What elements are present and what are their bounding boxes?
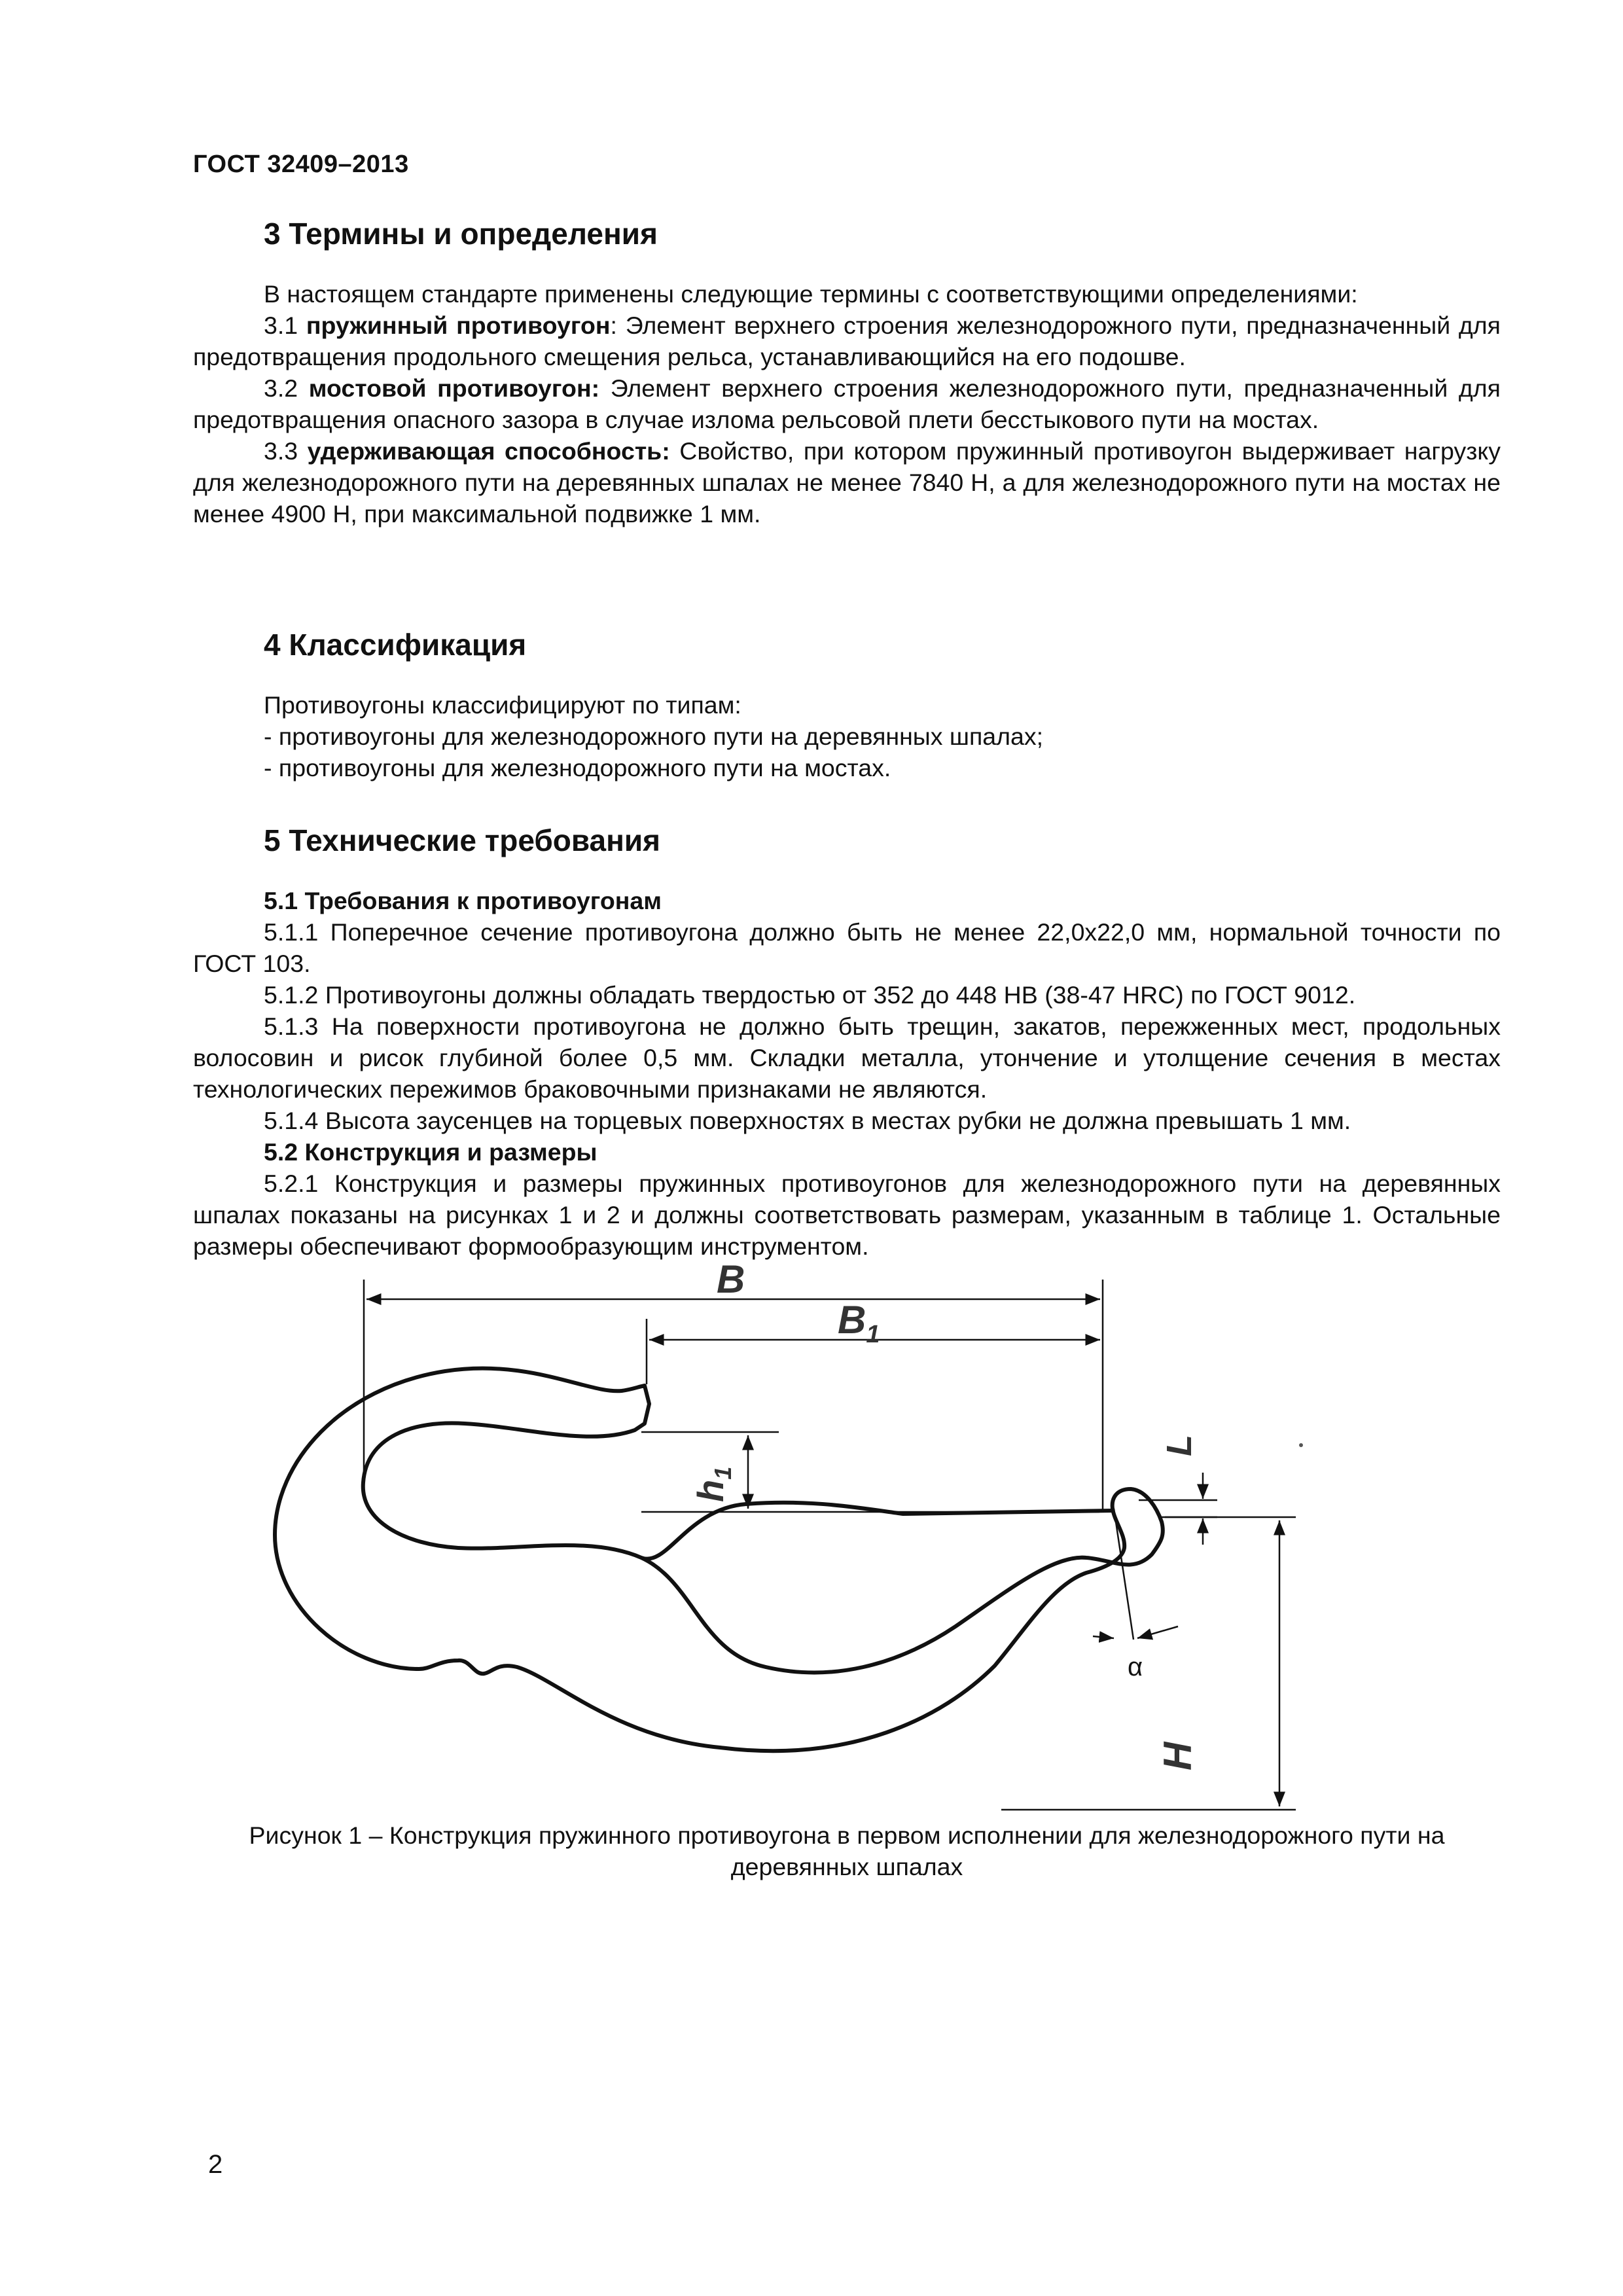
term-3-3: [193, 435, 1501, 529]
dimension-h1-label: [690, 1467, 736, 1502]
figure-1-caption: Рисунок 1 – Конструкция пружинного противоугона в первом исполнении для железнодорожного пути на деревянных шпалах: [249, 1821, 1445, 1880]
section-3-title: 3 Термины и определения: [264, 217, 658, 251]
angle-alpha-label: α: [1128, 1653, 1143, 1681]
section-3: [193, 216, 1501, 529]
section-5-title: 5 Технические требования: [264, 823, 660, 857]
anti-creeper-drawing: [249, 1260, 1361, 1816]
term-3-3-number: 3.3: [264, 437, 308, 465]
anti-creeper-inner-edge: [641, 1503, 1113, 1559]
term-3-3-definition: Свойство, при котором пружинный противоугон выдерживает нагрузку для железнодорожного пути на деревянных шпалах не менее 7840 Н, а для железнодорожного пути на мостах не менее 4900 Н, при максимальной подвижке 1 мм.: [193, 437, 1501, 528]
term-3-1-definition: : Элемент верхнего строения железнодорожного пути, предназначенный для предотвращения продольного смещения рельса, устанавливающийся на его подошве.: [193, 312, 1501, 371]
alpha-arrow-right: [1137, 1626, 1178, 1638]
paragraph-5-1-1: 5.1.1 Поперечное сечение противоугона должно быть не менее 22,0х22,0 мм, нормальной точности по ГОСТ 103.: [193, 918, 1501, 978]
alpha-edge-line: [1114, 1509, 1133, 1640]
term-3-2: [193, 372, 1501, 435]
term-3-2-number: 3.2: [264, 374, 309, 403]
term-3-2-term: мостовой противоугон:: [308, 374, 600, 403]
subsection-5-2-title: 5.2 Конструкция и размеры: [264, 1138, 597, 1166]
dimension-h1-subscript: 1: [709, 1466, 736, 1480]
paragraph-5-1-4: 5.1.4 Высота заусенцев на торцевых поверхностях в местах рубки не должна превышать 1 мм.: [264, 1107, 1351, 1135]
figure-1-drawing: [249, 1260, 1361, 1816]
term-3-3-term: удерживающая способность:: [307, 437, 670, 465]
dimension-h1-letter: h: [690, 1479, 731, 1502]
standard-header: ГОСТ 32409–2013: [193, 151, 409, 178]
classification-item: - противоугоны для железнодорожного пути на мостах.: [264, 754, 891, 782]
term-3-1: [193, 310, 1501, 372]
dimension-l-label: L: [1160, 1435, 1199, 1456]
term-3-2-definition: Элемент верхнего строения железнодорожного пути, предназначенный для предотвращения опасного зазора в случае излома рельсовой плети бесстыкового пути на мостах.: [193, 374, 1501, 434]
term-3-1-term: пружинный противоугон: [306, 312, 611, 340]
section-4-title: 4 Классификация: [264, 628, 527, 662]
section-3-intro: В настоящем стандарте применены следующие термины с соответствующими определениями:: [264, 280, 1358, 308]
dimension-b-label: B: [717, 1260, 745, 1301]
term-3-1-number: 3.1: [264, 312, 306, 340]
section-5: [193, 823, 1501, 1262]
paragraph-5-1-2: 5.1.2 Противоугоны должны обладать твердостью от 352 до 448 НВ (38-47 HRC) по ГОСТ 9012.: [264, 981, 1356, 1009]
scan-dot: [1299, 1443, 1303, 1447]
paragraph-5-2-1: 5.2.1 Конструкция и размеры пружинных противоугонов для железнодорожного пути на деревянных шпалах показаны на рисунках 1 и 2 и должны соответствовать размерам, указанным в таблице 1. Остальные размеры обеспечивают формообразующим инструментом.: [193, 1170, 1501, 1261]
dimension-b1-subscript: 1: [866, 1321, 880, 1348]
subsection-5-1-title: 5.1 Требования к противоугонам: [264, 887, 662, 915]
page-number: 2: [208, 2150, 223, 2179]
alpha-arrow-left: [1093, 1636, 1114, 1638]
section-4-intro: Противоугоны классифицируют по типам:: [264, 691, 741, 719]
dimension-b1-label: [838, 1298, 880, 1348]
dimension-b1-letter: B: [838, 1298, 866, 1342]
classification-item: - противоугоны для железнодорожного пути на деревянных шпалах;: [264, 723, 1044, 751]
paragraph-5-1-3: 5.1.3 На поверхности противоугона не должно быть трещин, закатов, пережженных мест, продольных волосовин и рисок глубиной более 0,5 мм. Складки металла, утончение и утолщение сечения в местах технологических пережимов браковочными признаками не являются.: [193, 1013, 1501, 1103]
section-4: [193, 627, 1501, 783]
anti-creeper-outline: [275, 1369, 1163, 1751]
dimension-h-label: H: [1156, 1742, 1200, 1770]
